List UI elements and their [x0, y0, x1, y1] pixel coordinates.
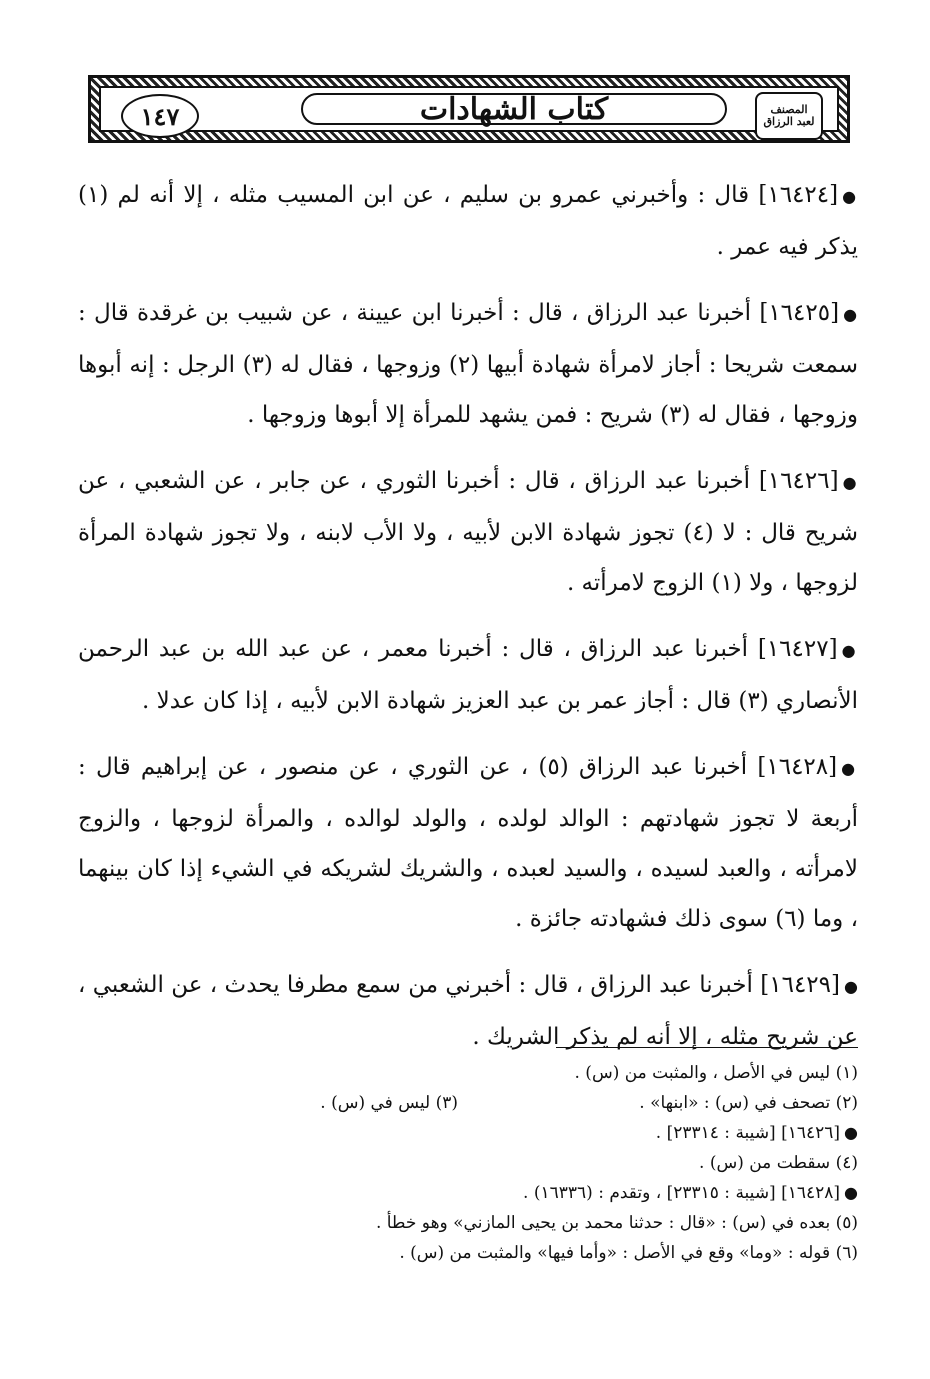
footnote: (٢) تصحف في (س) : «ابنها» .	[639, 1093, 858, 1113]
page-header	[88, 75, 850, 143]
page-number: ١٤٧	[121, 94, 199, 138]
bullet-icon: ●	[841, 759, 858, 778]
hadith-text: أخبرنا عبد الرزاق ، قال : أخبرني من سمع مطرفا يحدث ، عن الشعبي ، عن شريح مثله ، إلا أنه لم يذكر الشريك .	[78, 972, 858, 1050]
bullet-icon: ●	[844, 1183, 858, 1202]
hadith-ref: [١٦٤٢٧]	[757, 636, 838, 662]
hadith-ref: [١٦٤٢٦]	[758, 468, 839, 494]
footnote: (٣) ليس في (س) .	[320, 1093, 458, 1113]
hadith-paragraph	[78, 624, 858, 726]
bullet-icon: ●	[843, 305, 858, 324]
logo-line-1: المصنف	[770, 103, 808, 117]
source-reference	[78, 1118, 858, 1148]
hadith-ref: [١٦٤٢٩]	[760, 972, 841, 998]
hadith-ref: [١٦٤٢٥]	[759, 300, 840, 326]
source-reference	[78, 1178, 858, 1208]
source-reference-text: [١٦٤٢٨] [شيبة : ٢٣٣١٥] ، وتقدم : (١٦٣٣٦) .	[523, 1183, 841, 1203]
bullet-icon: ●	[841, 641, 858, 660]
hadith-text: أخبرنا عبد الرزاق ، قال : أخبرنا معمر ، عن عبد الله بن عبد الرحمن الأنصاري (٣) قال : أجاز عمر بن عبد العزيز شهادة الابن لأبيه ، إذا كان عدلا .	[78, 636, 858, 714]
source-reference-text: [١٦٤٢٦] [شيبة : ٢٣٣١٤] .	[655, 1123, 841, 1143]
footnote: (٤) سقطت من (س) .	[699, 1153, 858, 1173]
hadith-paragraph	[78, 288, 858, 440]
footnote: (٥) بعده في (س) : «قال : حدثنا محمد بن يحيى المازني» وهو خطأ .	[375, 1213, 858, 1233]
footnote-divider	[556, 1047, 858, 1048]
footnote: (١) ليس في الأصل ، والمثبت من (س) .	[574, 1063, 858, 1083]
hadith-ref: [١٦٤٢٨]	[757, 754, 838, 780]
book-title: كتاب الشهادات	[301, 93, 727, 125]
publisher-logo	[755, 92, 823, 140]
hadith-text: أخبرنا عبد الرزاق ، قال : أخبرنا الثوري ، عن جابر ، عن الشعبي ، عن شريح قال : لا (٤) تجوز شهادة الابن لأبيه ، ولا الأب لابنه ، ولا تجوز شهادة المرأة لزوجها ، ولا (١) الزوج لامرأته .	[78, 468, 858, 596]
footnotes	[78, 1058, 858, 1268]
bullet-icon: ●	[842, 187, 858, 206]
hadith-paragraph	[78, 170, 858, 272]
hadith-text: أخبرنا عبد الرزاق ، قال : أخبرنا ابن عيينة ، عن شبيب بن غرقدة قال : سمعت شريحا : أجاز لامرأة شهادة أبيها (٢) وزوجها ، فقال له (٣) الرجل : إنه أبوها وزوجها ، فقال له (٣) شريح : فمن يشهد للمرأة إلا أبوها وزوجها .	[78, 300, 859, 428]
bullet-icon: ●	[844, 1123, 858, 1142]
hadith-paragraph	[78, 742, 858, 944]
hadith-paragraph	[78, 456, 858, 608]
header-frame	[99, 86, 839, 132]
footnote: (٦) قوله : «وما» وقع في الأصل : «وأما فيها» والمثبت من (س) .	[399, 1243, 858, 1263]
logo-line-2: لعبد الرزاق	[763, 115, 815, 128]
hadith-ref: [١٦٤٢٤]	[758, 182, 839, 208]
bullet-icon: ●	[844, 977, 859, 996]
hadith-text: أخبرنا عبد الرزاق (٥) ، عن الثوري ، عن منصور ، عن إبراهيم قال : أربعة لا تجوز شهادتهم : الوالد لولده ، والولد لوالده ، والمرأة لزوجها ، والزوج لامرأته ، والعبد لسيده ، والسيد لعبده ، والشريك لشريكه في الشيء إذا كان بينهما ، وما (٦) سوى ذلك فشهادته جائزة .	[78, 754, 858, 932]
hadith-text: قال : وأخبرني عمرو بن سليم ، عن ابن المسيب مثله ، إلا أنه لم (١) يذكر فيه عمر .	[78, 182, 858, 260]
footnote-row	[78, 1088, 858, 1118]
main-text	[78, 170, 858, 1078]
bullet-icon: ●	[842, 473, 859, 492]
